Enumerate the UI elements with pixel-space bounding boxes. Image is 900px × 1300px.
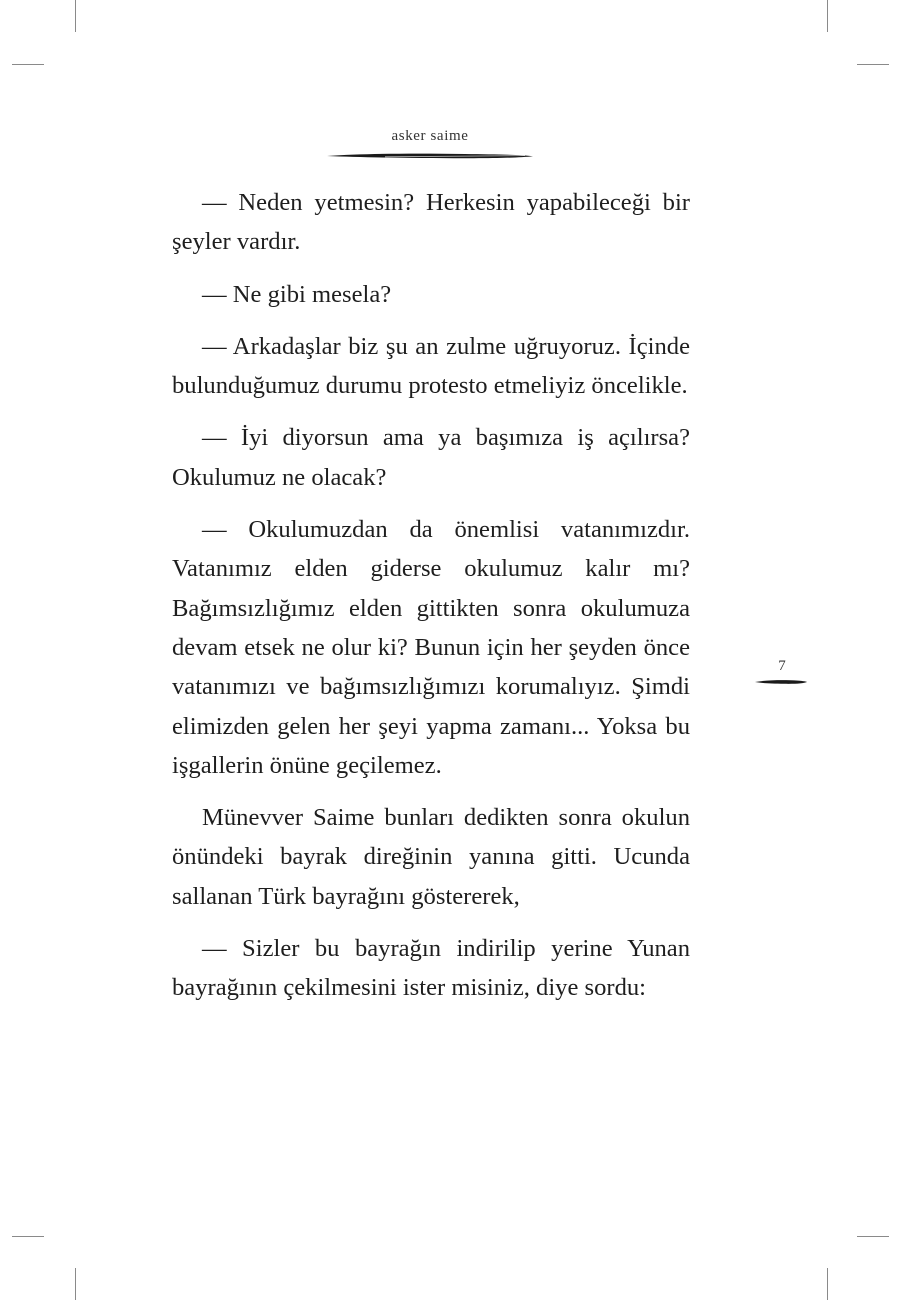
crop-mark-top-right	[827, 0, 828, 32]
body-text	[172, 183, 690, 1021]
running-head-brush-stroke	[325, 150, 535, 162]
paragraph: — İyi diyorsun ama ya başımıza iş açılırsa? Okulumuz ne olacak?	[172, 424, 690, 491]
running-head: asker saime	[391, 128, 469, 144]
crop-mark-top-left	[75, 0, 76, 32]
paragraph: Münevver Saime bunları dedikten sonra okulun önündeki bayrak direğinin yanına gitti. Ucunda sallanan Türk bayrağını göstererek,	[172, 804, 690, 910]
paragraph: — Neden yetmesin? Herkesin yapabileceği bir şeyler vardır.	[172, 189, 690, 256]
page-number: 7	[778, 658, 786, 674]
paragraph: — Arkadaşlar biz şu an zulme uğruyoruz. İçinde bulunduğumuz durumu protesto etmeliyiz öncelikle.	[172, 332, 690, 400]
crop-mark-right-top	[857, 64, 889, 65]
page-number-brush-stroke	[754, 677, 808, 687]
crop-mark-left-top	[12, 64, 44, 65]
paragraph: — Okulumuzdan da önemlisi vatanımızdır. Vatanımız elden giderse okulumuz kalır mı? Bağımsızlığımız elden gittikten sonra okulumuza devam etsek ne olur ki? Bunun için her şeyden önce vatanımızı ve bağımsızlığımızı korumalıyız. Şimdi elimizden gelen her şeyi yapma zamanı... Yoksa bu işgallerin önüne geçilemez.	[172, 516, 690, 779]
crop-mark-bottom-left	[75, 1268, 76, 1300]
crop-mark-bottom-right	[827, 1268, 828, 1300]
crop-mark-left-bottom	[12, 1236, 44, 1237]
paragraph: — Ne gibi mesela?	[202, 280, 392, 308]
crop-mark-right-bottom	[857, 1236, 889, 1237]
paragraph: — Sizler bu bayrağın indirilip yerine Yunan bayrağının çekilmesini ister misiniz, diye sordu:	[172, 935, 690, 1002]
